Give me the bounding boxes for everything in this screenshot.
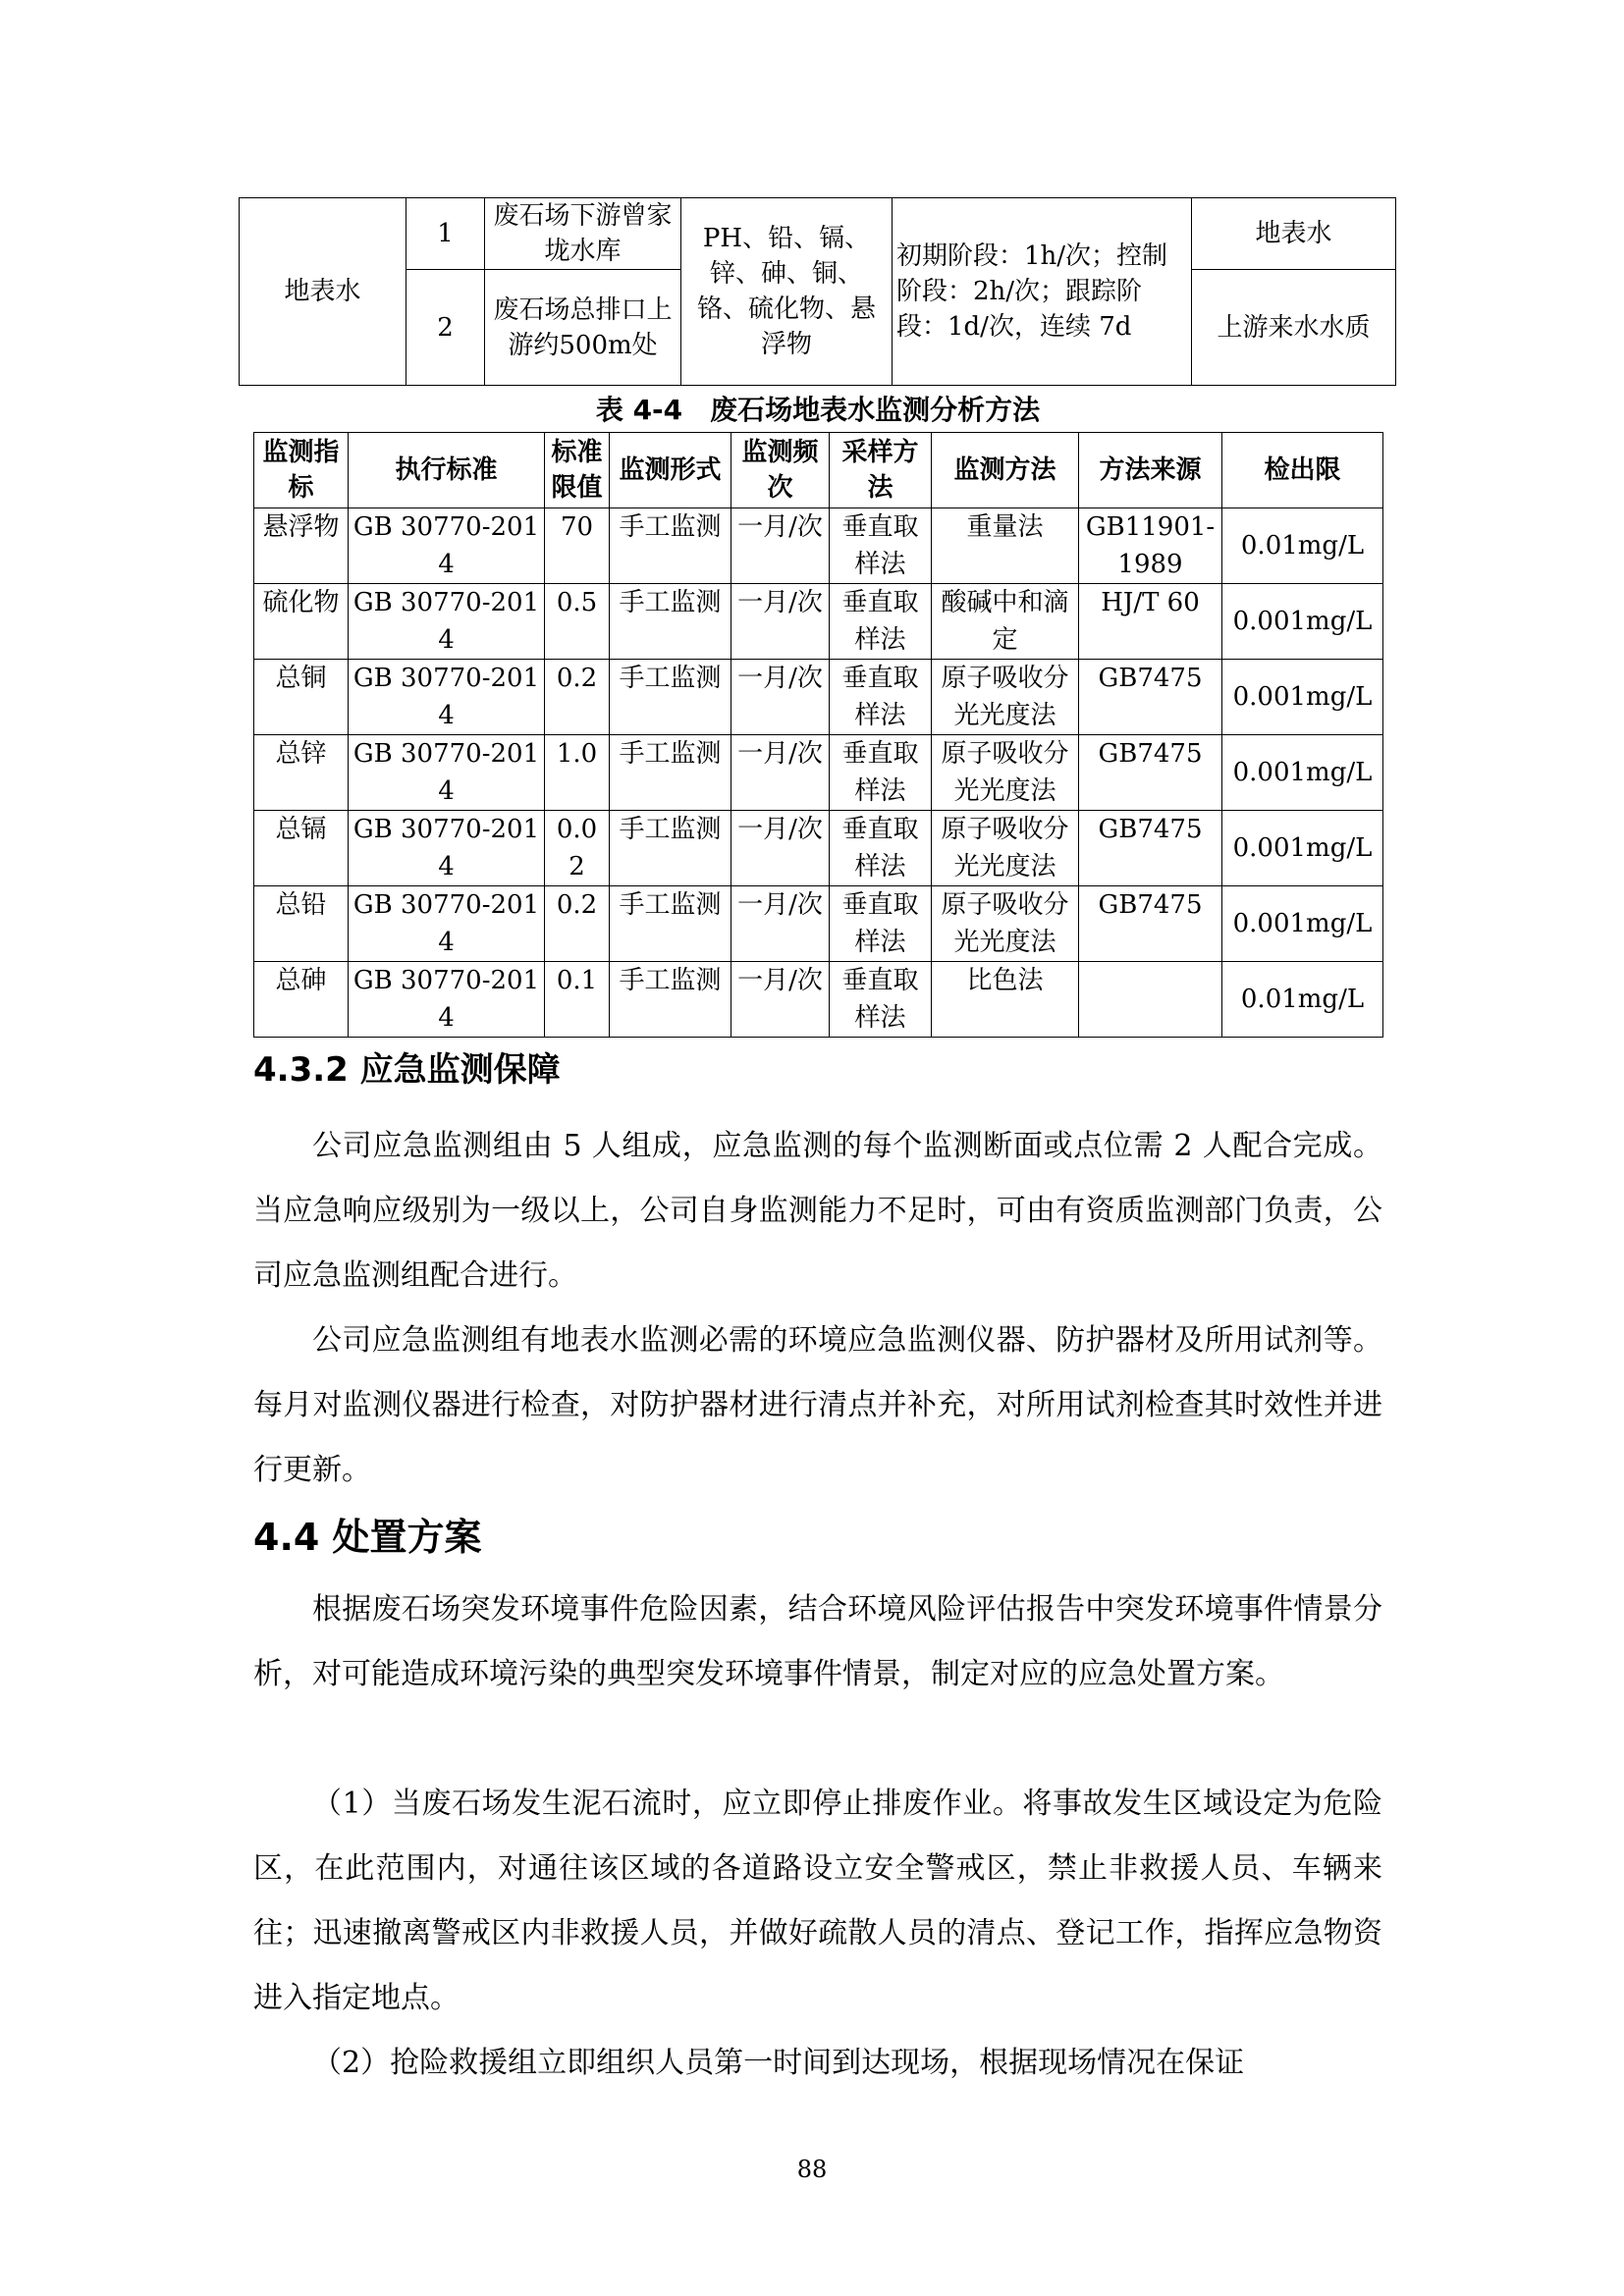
- header-cell: 监测形式: [610, 433, 731, 508]
- limit-cell: 0.2: [545, 660, 610, 735]
- indicator-cell: 硫化物: [254, 584, 349, 660]
- table-caption: 表 4-4 废石场地表水监测分析方法: [595, 394, 1041, 426]
- table-row: [254, 660, 1383, 735]
- table-row: [254, 886, 1383, 962]
- sampling-cell: 垂直取样法: [830, 508, 932, 584]
- indicator-cell: 总铜: [254, 660, 349, 735]
- table-row: [254, 584, 1383, 660]
- standard-cell: GB 30770-2014: [349, 811, 545, 886]
- frequency-cell: 一月/次: [731, 811, 830, 886]
- factors-cell: PH、铅、镉、锌、砷、铜、铬、硫化物、悬浮物: [681, 198, 893, 386]
- section-heading-4-4: 4.4 处置方案: [253, 1516, 482, 1559]
- indicator-cell: 总铅: [254, 886, 349, 962]
- method-cell: 原子吸收分光光度法: [932, 811, 1079, 886]
- location-cell: 废石场下游曾家垅水库: [485, 198, 681, 270]
- header-cell: 监测频次: [731, 433, 830, 508]
- surface-water-monitoring-points-table: [239, 197, 1396, 386]
- point-number-cell: 2: [406, 270, 485, 386]
- table-row: [254, 962, 1383, 1038]
- header-cell: 监测指标: [254, 433, 349, 508]
- sampling-cell: 垂直取样法: [830, 584, 932, 660]
- analysis-methods-table: [253, 432, 1383, 1038]
- limit-cell: 1.0: [545, 735, 610, 811]
- purpose-cell: 上游来水水质: [1192, 270, 1396, 386]
- frequency-cell: 一月/次: [731, 660, 830, 735]
- point-number-cell: 1: [406, 198, 485, 270]
- standard-cell: GB 30770-2014: [349, 735, 545, 811]
- detection-limit-cell: 0.001mg/L: [1222, 886, 1383, 962]
- table-row: [254, 508, 1383, 584]
- indicator-cell: 悬浮物: [254, 508, 349, 584]
- header-cell: 方法来源: [1079, 433, 1222, 508]
- header-cell: 执行标准: [349, 433, 545, 508]
- indicator-cell: 总镉: [254, 811, 349, 886]
- standard-cell: GB 30770-2014: [349, 508, 545, 584]
- method-cell: 原子吸收分光光度法: [932, 886, 1079, 962]
- frequency-cell: 初期阶段：1h/次；控制阶段：2h/次；跟踪阶段：1d/次，连续 7d: [893, 198, 1192, 386]
- source-cell: GB7475: [1079, 886, 1222, 962]
- table-row: [254, 735, 1383, 811]
- indicator-cell: 总锌: [254, 735, 349, 811]
- frequency-cell: 一月/次: [731, 508, 830, 584]
- paragraph: 公司应急监测组由 5 人组成，应急监测的每个监测断面或点位需 2 人配合完成。当应急响应级别为一级以上，公司自身监测能力不足时，可由有资质监测部门负责，公司应急监测组配合进行。: [253, 1129, 1382, 1293]
- detection-limit-cell: 0.001mg/L: [1222, 811, 1383, 886]
- frequency-cell: 一月/次: [731, 886, 830, 962]
- form-cell: 手工监测: [610, 508, 731, 584]
- sampling-cell: 垂直取样法: [830, 962, 932, 1038]
- page-number: 88: [796, 2156, 828, 2183]
- location-cell: 废石场总排口上游约500m处: [485, 270, 681, 386]
- method-cell: 原子吸收分光光度法: [932, 735, 1079, 811]
- purpose-cell: 地表水: [1192, 198, 1396, 270]
- sampling-cell: 垂直取样法: [830, 886, 932, 962]
- standard-cell: GB 30770-2014: [349, 584, 545, 660]
- sampling-cell: 垂直取样法: [830, 811, 932, 886]
- header-cell: 采样方法: [830, 433, 932, 508]
- detection-limit-cell: 0.001mg/L: [1222, 735, 1383, 811]
- limit-cell: 0.5: [545, 584, 610, 660]
- frequency-cell: 一月/次: [731, 735, 830, 811]
- source-cell: GB7475: [1079, 735, 1222, 811]
- method-cell: 比色法: [932, 962, 1079, 1038]
- table-row: [254, 811, 1383, 886]
- paragraph: 根据废石场突发环境事件危险因素，结合环境风险评估报告中突发环境事件情景分析，对可能造成环境污染的典型突发环境事件情景，制定对应的应急处置方案。: [253, 1592, 1382, 1691]
- detection-limit-cell: 0.001mg/L: [1222, 584, 1383, 660]
- method-cell: 酸碱中和滴定: [932, 584, 1079, 660]
- standard-cell: GB 30770-2014: [349, 886, 545, 962]
- paragraph: （2）抢险救援组立即组织人员第一时间到达现场，根据现场情况在保证: [312, 2046, 1245, 2080]
- sampling-cell: 垂直取样法: [830, 660, 932, 735]
- limit-cell: 0.1: [545, 962, 610, 1038]
- form-cell: 手工监测: [610, 584, 731, 660]
- frequency-cell: 一月/次: [731, 584, 830, 660]
- source-cell: [1079, 962, 1222, 1038]
- category-cell: 地表水: [240, 198, 406, 386]
- header-cell: 检出限: [1222, 433, 1383, 508]
- form-cell: 手工监测: [610, 735, 731, 811]
- method-cell: 重量法: [932, 508, 1079, 584]
- limit-cell: 0.2: [545, 886, 610, 962]
- standard-cell: GB 30770-2014: [349, 962, 545, 1038]
- section-heading-4-3-2: 4.3.2 应急监测保障: [253, 1050, 561, 1090]
- form-cell: 手工监测: [610, 811, 731, 886]
- indicator-cell: 总砷: [254, 962, 349, 1038]
- paragraph: 公司应急监测组有地表水监测必需的环境应急监测仪器、防护器材及所用试剂等。每月对监测仪器进行检查，对防护器材进行清点并补充，对所用试剂检查其时效性并进行更新。: [253, 1323, 1382, 1487]
- source-cell: GB7475: [1079, 811, 1222, 886]
- source-cell: GB11901-1989: [1079, 508, 1222, 584]
- header-cell: 标准限值: [545, 433, 610, 508]
- source-cell: GB7475: [1079, 660, 1222, 735]
- detection-limit-cell: 0.01mg/L: [1222, 962, 1383, 1038]
- form-cell: 手工监测: [610, 886, 731, 962]
- header-cell: 监测方法: [932, 433, 1079, 508]
- method-cell: 原子吸收分光光度法: [932, 660, 1079, 735]
- limit-cell: 70: [545, 508, 610, 584]
- limit-cell: 0.02: [545, 811, 610, 886]
- detection-limit-cell: 0.01mg/L: [1222, 508, 1383, 584]
- frequency-cell: 一月/次: [731, 962, 830, 1038]
- paragraph: （1）当废石场发生泥石流时，应立即停止排废作业。将事故发生区域设定为危险区，在此范围内，对通往该区域的各道路设立安全警戒区，禁止非救援人员、车辆来往；迅速撤离警戒区内非救援人员，并做好疏散人员的清点、登记工作，指挥应急物资进入指定地点。: [253, 1787, 1382, 2015]
- form-cell: 手工监测: [610, 660, 731, 735]
- form-cell: 手工监测: [610, 962, 731, 1038]
- detection-limit-cell: 0.001mg/L: [1222, 660, 1383, 735]
- sampling-cell: 垂直取样法: [830, 735, 932, 811]
- standard-cell: GB 30770-2014: [349, 660, 545, 735]
- source-cell: HJ/T 60: [1079, 584, 1222, 660]
